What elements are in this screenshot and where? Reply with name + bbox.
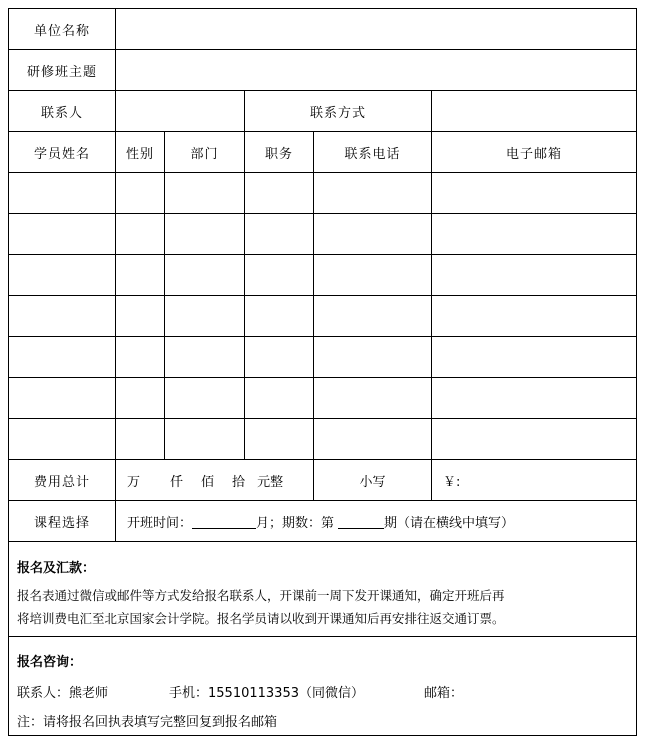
student-position-cell[interactable] — [244, 418, 314, 460]
fee-small-label: 小写 — [313, 459, 432, 501]
course-label: 课程选择 — [8, 500, 116, 542]
fee-unit-bai: 佰 — [201, 474, 215, 490]
inquiry-contact: 联系人：熊老师 — [17, 686, 109, 701]
student-position-cell[interactable] — [244, 213, 314, 255]
student-gender-cell[interactable] — [115, 418, 165, 460]
student-name-cell[interactable] — [8, 213, 116, 255]
registration-form — [9, 9, 638, 737]
fee-unit-yuan: 元整 — [257, 474, 284, 490]
course-period-text: 期（请在横线中填写） — [384, 515, 515, 531]
student-gender-cell[interactable] — [115, 254, 165, 296]
fee-words-field[interactable] — [115, 459, 314, 501]
header-gender: 性别 — [115, 131, 165, 173]
student-phone-cell[interactable] — [313, 254, 432, 296]
student-position-cell[interactable] — [244, 336, 314, 378]
student-position-cell[interactable] — [244, 254, 314, 296]
unit-name-field[interactable] — [115, 8, 637, 50]
student-department-cell[interactable] — [164, 377, 245, 419]
student-gender-cell[interactable] — [115, 377, 165, 419]
student-gender-cell[interactable] — [115, 336, 165, 378]
student-email-cell[interactable] — [431, 213, 637, 255]
student-email-cell[interactable] — [431, 377, 637, 419]
registration-section — [8, 541, 637, 637]
contact-field[interactable] — [115, 90, 245, 132]
student-department-cell[interactable] — [164, 295, 245, 337]
student-phone-cell[interactable] — [313, 418, 432, 460]
inquiry-email: 邮箱： — [424, 686, 464, 701]
student-gender-cell[interactable] — [115, 172, 165, 214]
student-name-cell[interactable] — [8, 172, 116, 214]
topic-label: 研修班主题 — [8, 49, 116, 91]
registration-line1: 报名表通过微信或邮件等方式发给报名联系人，开课前一周下发开课通知，确定开班后再 — [17, 588, 505, 603]
student-email-cell[interactable] — [431, 336, 637, 378]
contact-method-field[interactable] — [431, 90, 637, 132]
student-department-cell[interactable] — [164, 418, 245, 460]
course-time-label: 开班时间： — [127, 515, 193, 531]
student-position-cell[interactable] — [244, 295, 314, 337]
student-name-cell[interactable] — [8, 336, 116, 378]
student-department-cell[interactable] — [164, 172, 245, 214]
topic-field[interactable] — [115, 49, 637, 91]
fee-unit-wan: 万 — [127, 474, 141, 490]
student-department-cell[interactable] — [164, 336, 245, 378]
student-email-cell[interactable] — [431, 295, 637, 337]
header-position: 职务 — [244, 131, 314, 173]
fee-amount-field[interactable] — [431, 459, 637, 501]
inquiry-note: 注：请将报名回执表填写完整回复到报名邮箱 — [17, 715, 278, 730]
currency-symbol: ￥: — [443, 474, 461, 490]
course-field — [115, 500, 637, 542]
unit-name-label: 单位名称 — [8, 8, 116, 50]
fee-unit-qian: 仟 — [170, 474, 184, 490]
month-input[interactable] — [192, 514, 256, 529]
student-phone-cell[interactable] — [313, 336, 432, 378]
header-email: 电子邮箱 — [431, 131, 637, 173]
student-phone-cell[interactable] — [313, 172, 432, 214]
period-input[interactable] — [338, 514, 384, 529]
student-position-cell[interactable] — [244, 377, 314, 419]
contact-method-label: 联系方式 — [244, 90, 432, 132]
course-month-text: 月；期数：第 — [256, 515, 335, 531]
student-email-cell[interactable] — [431, 418, 637, 460]
student-department-cell[interactable] — [164, 254, 245, 296]
inquiry-title: 报名咨询： — [17, 655, 83, 670]
student-gender-cell[interactable] — [115, 295, 165, 337]
student-phone-cell[interactable] — [313, 213, 432, 255]
student-phone-cell[interactable] — [313, 295, 432, 337]
fee-label: 费用总计 — [8, 459, 116, 501]
contact-label: 联系人 — [8, 90, 116, 132]
inquiry-section — [8, 636, 637, 736]
student-name-cell[interactable] — [8, 418, 116, 460]
student-department-cell[interactable] — [164, 213, 245, 255]
registration-title: 报名及汇款： — [17, 561, 96, 576]
inquiry-phone: 手机：15510113353（同微信） — [169, 686, 364, 701]
student-position-cell[interactable] — [244, 172, 314, 214]
header-department: 部门 — [164, 131, 245, 173]
student-name-cell[interactable] — [8, 377, 116, 419]
registration-line2: 将培训费电汇至北京国家会计学院。报名学员请以收到开课通知后再安排往返交通订票。 — [17, 611, 505, 626]
student-name-cell[interactable] — [8, 295, 116, 337]
student-email-cell[interactable] — [431, 254, 637, 296]
student-phone-cell[interactable] — [313, 377, 432, 419]
header-phone: 联系电话 — [313, 131, 432, 173]
header-name: 学员姓名 — [8, 131, 116, 173]
fee-unit-shi: 拾 — [232, 474, 246, 490]
student-gender-cell[interactable] — [115, 213, 165, 255]
student-name-cell[interactable] — [8, 254, 116, 296]
student-email-cell[interactable] — [431, 172, 637, 214]
